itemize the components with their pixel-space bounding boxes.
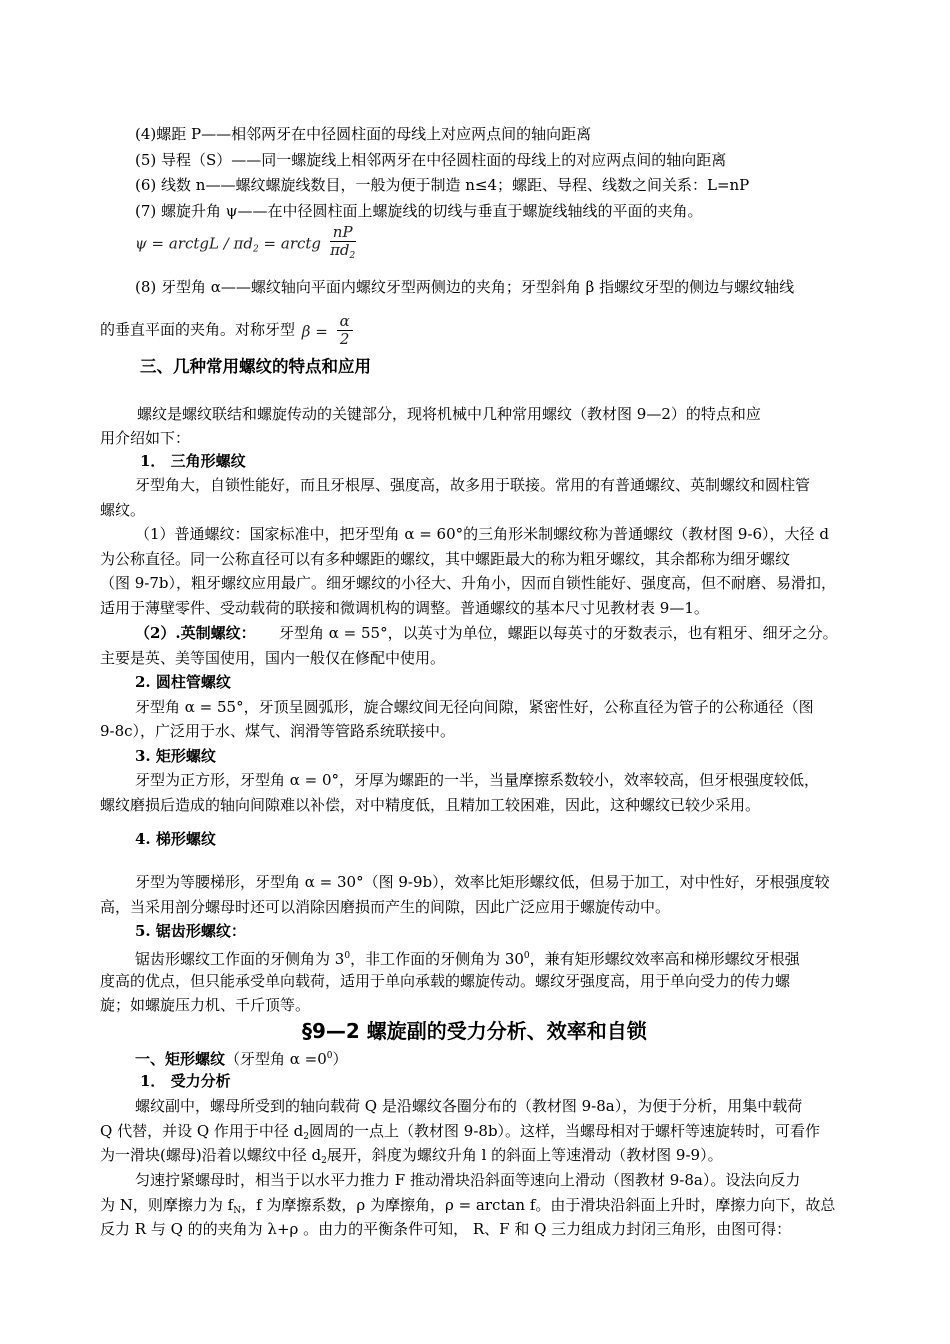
formula-lhs: ψ = arctgL / πd	[135, 234, 254, 253]
para-square-line1: 牙型为正方形，牙型角 α = 0°，牙厚为螺距的一半，当量摩擦系数较小，效率较高，但牙根强度较低，	[135, 771, 820, 789]
line-helix-angle: (7) 螺旋升角 ψ——在中径圆柱面上螺旋线的切线与垂直于螺旋线轴线的平面的夹角。	[135, 202, 703, 220]
para-trapezoidal-line2: 高，当采用剖分螺母时还可以消除因磨损而产生的间隙，因此广泛应用于螺旋传动中。	[100, 898, 671, 916]
section-title: §9—2 螺旋副的受力分析、效率和自锁	[302, 1019, 647, 1043]
para-intro-line2: 用介绍如下：	[100, 429, 191, 447]
formula-subscript: 2	[253, 244, 259, 255]
para-tighten-line2: 为 N，则摩擦力为 $f_N$，f 为摩擦系数，ρ 为摩擦角，ρ = arctan f。由于滑块沿斜面上升时，摩擦力向下，故总	[100, 1196, 836, 1216]
para-force-line1: 螺纹副中，螺母所受到的轴向载荷 Q 是沿螺纹各圈分布的（教材图 9-8a），为便于分析，用集中载荷	[135, 1097, 803, 1115]
para-force-line2: Q 代替，并设 Q 作用于中径 $d_2$圆周的一点上（教材图 9-8b）。这样，当螺母相对于螺杆等速旋转时，可看作	[100, 1122, 821, 1142]
para-metric-line1: （1）普通螺纹：国家标准中，把牙型角 α = 60°的三角形米制螺纹称为普通螺纹（教材图 9-6），大径 d	[135, 525, 829, 543]
para-pipe-line1: 牙型角 α = 55°，牙顶呈圆弧形，旋合螺纹间无径向间隙，紧密性好，公称直径为管子的公称通径（图	[135, 698, 814, 716]
para-metric-line4: 适用于薄壁零件、受动载荷的联接和微调机构的调整。普通螺纹的基本尺寸见教材表 9—1。	[100, 599, 709, 617]
para-buttress-line2: 度高的优点，但只能承受单向载荷，适用于单向承载的螺旋传动。螺纹牙强度高，用于单向受力的传力螺	[100, 972, 791, 990]
para-tighten-line3: 反力 R 与 Q 的的夹角为 λ+ρ 。由力的平衡条件可知， R、F 和 Q 三力组成力封闭三角形，由图可得：	[100, 1220, 792, 1238]
heading-force-analysis: 1． 受力分析	[140, 1072, 231, 1090]
fraction-denominator: $\pi d_2$	[330, 241, 356, 261]
formula-beta: β =	[301, 322, 328, 340]
para-triangular-line2: 螺纹。	[100, 501, 146, 519]
formula-helix-angle	[135, 224, 356, 265]
fraction-numerator: nP	[330, 224, 356, 242]
beta-fraction: $\frac{\alpha}{2}$	[337, 313, 353, 348]
heading-imperial-thread: （2）.英制螺纹：	[135, 624, 256, 642]
line-flank-angle-cont: 的垂直平面的夹角。对称牙型 β = $\frac{\alpha}{2}$	[100, 313, 353, 348]
line-pitch-definition: (4)螺距 P——相邻两牙在中径圆柱面的母线上对应两点间的轴向距离	[135, 125, 592, 143]
para-trapezoidal-line1: 牙型为等腰梯形，牙型角 α = 30°（图 9-9b），效率比矩形螺纹低，但易于加工，对中性好，牙根强度较	[135, 873, 830, 891]
para-buttress-line3: 旋；如螺旋压力机、千斤顶等。	[100, 996, 311, 1014]
para-buttress-line1: 锯齿形螺纹工作面的牙侧角为 $3^0$，非工作面的牙侧角为 $30^0$，兼有矩形螺纹效率高和梯形螺纹牙根强	[135, 950, 800, 968]
heading-trapezoidal-thread: 4. 梯形螺纹	[135, 830, 216, 848]
line-thread-count: (6) 线数 n——螺纹螺旋线数目，一般为便于制造 n≤4；螺距、导程、线数之间关系：L=nP	[135, 176, 750, 194]
heading-pipe-thread: 2. 圆柱管螺纹	[135, 673, 231, 691]
para-tighten-line1: 匀速拧紧螺母时，相当于以水平力推力 F 推动滑块沿斜面等速向上滑动（图教材 9-8a）。设法向反力	[135, 1171, 801, 1189]
heading-square-thread: 3. 矩形螺纹	[135, 747, 216, 765]
line-lead-definition: (5) 导程（S）——同一螺旋线上相邻两牙在中径圆柱面的母线上的对应两点间的轴向距离	[135, 151, 727, 169]
para-pipe-line2: 9-8c），广泛用于水、煤气、润滑等管路系统联接中。	[100, 722, 456, 740]
para-metric-line3: （图 9-7b），粗牙螺纹应用最广。细牙螺纹的小径大、升角小，因而自锁性能好、强度高，但不耐磨、易滑扣，	[100, 574, 837, 592]
para-imperial-line2: 主要是英、美等国使用，国内一般仅在修配中使用。	[100, 649, 446, 667]
section-heading-common-threads: 三、几种常用螺纹的特点和应用	[140, 357, 371, 376]
formula-mid: = arctg	[258, 234, 322, 253]
formula-fraction	[330, 224, 356, 265]
para-intro-line1: 螺纹是螺纹联结和螺旋传动的关键部分，现将机械中几种常用螺纹（教材图 9—2）的特点和应	[137, 405, 761, 423]
para-imperial-line1: 牙型角 α = 55°，以英寸为单位，螺距以每英寸的牙数表示，也有粗牙、细牙之分。	[279, 624, 838, 642]
line-flank-angle: (8) 牙型角 α——螺纹轴向平面内螺纹牙型两侧边的夹角；牙型斜角 β 指螺纹牙型的侧边与螺纹轴线	[135, 278, 795, 296]
heading-square-thread-force: 一、矩形螺纹（牙型角 $\alpha =0^0$）	[135, 1050, 348, 1068]
para-force-line3: 为一滑块(螺母)沿着以螺纹中径 $d_2$展开，斜度为螺纹升角 l 的斜面上等速滑动（教材图 9-9）。	[100, 1146, 723, 1166]
para-triangular-line1: 牙型角大，自锁性能好，而且牙根厚、强度高，故多用于联接。常用的有普通螺纹、英制螺纹和圆柱管	[135, 476, 811, 494]
heading-triangular-thread: 1． 三角形螺纹	[140, 452, 246, 470]
para-metric-line2: 为公称直径。同一公称直径可以有多种螺距的螺纹，其中螺距最大的称为粗牙螺纹，其余都称为细牙螺纹	[100, 550, 791, 568]
para-square-line2: 螺纹磨损后造成的轴向间隙难以补偿，对中精度低，且精加工较困难，因此，这种螺纹已较少采用。	[100, 796, 761, 814]
heading-buttress-thread: 5. 锯齿形螺纹：	[135, 922, 246, 940]
